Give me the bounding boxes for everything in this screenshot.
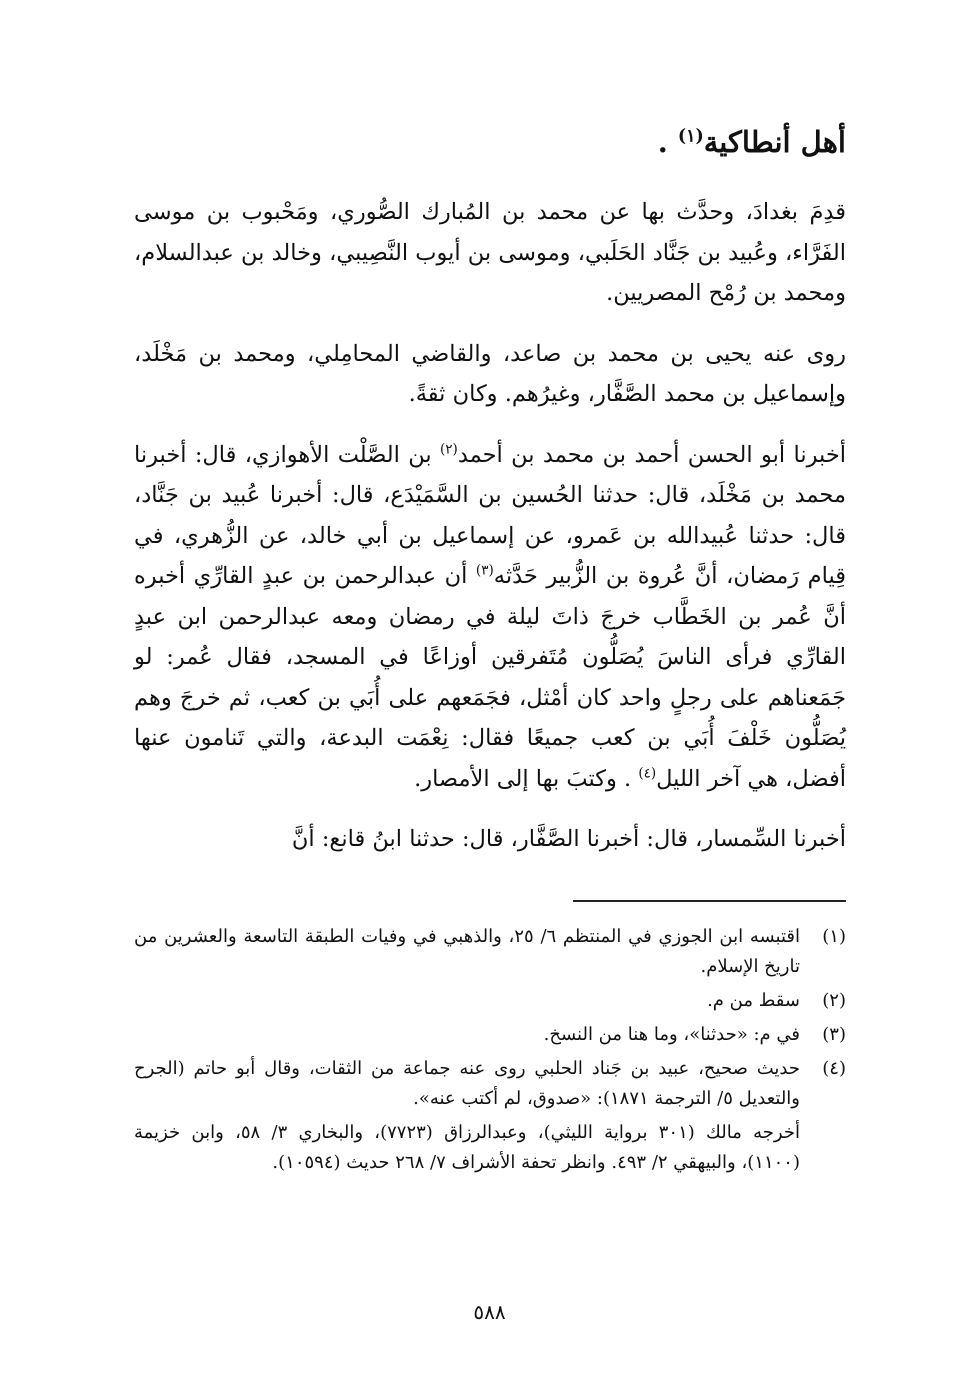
footnote-text: حديث صحيح، عبيد بن جَناد الحلبي روى عنه جماعة من الثقات، وقال أبو حاتم (الجرح والتعديل ٥/ الترجمة ١٨٧١): «صدوق، لم أكتب عنه».	[134, 1058, 800, 1109]
entry-heading	[146, 120, 846, 164]
paragraph-4: أخبرنا السِّمسار، قال: أخبرنا الصَّفَّار، قال: حدثنا ابنُ قانع: أنَّ	[291, 826, 846, 852]
paragraph-3-seg1: أخبرنا أبو الحسن أحمد بن محمد بن أحمد	[457, 441, 846, 468]
footnote-number: (٢)	[822, 990, 846, 1011]
footnote-4-continuation: أخرجه مالك (٣٠١ برواية الليثي)، وعبدالرزاق (٧٧٢٣)، والبخاري ٣/ ٥٨، وابن خزيمة (١١٠٠)، والبيهقي ٢/ ٤٩٣. وانظر تحفة الأشراف ٧/ ٢٦٨ حديث (١٠٥٩٤).	[134, 1122, 800, 1173]
heading-text: أهل أنطاكية	[703, 125, 846, 159]
footnote-number: (١)	[822, 926, 846, 947]
footnote-4	[134, 1054, 846, 1114]
paragraph-1: قدِمَ بغدادَ، وحدَّث بها عن محمد بن المُبارك الصُّوري، ومَحْبوب بن موسى الفَرَّاء، وعُبيد بن جَنَّاد الحَلَبي، وموسى بن أيوب النَّصِيبي، وخالد بن عبدالسلام، ومحمد بن رُمْح المصريين.	[134, 199, 847, 306]
paragraph-3	[134, 435, 846, 800]
footnote-ref-4[interactable]: (٤)	[638, 765, 657, 781]
footnotes	[134, 922, 846, 1178]
paragraph-2: روى عنه يحيى بن محمد بن صاعد، والقاضي المحامِلي، ومحمد بن مَخْلَد، وإسماعيل بن محمد الصَّفَّار، وغيرُهم. وكان ثقةً.	[134, 340, 846, 407]
footnote-text: اقتبسه ابن الجوزي في المنتظم ٦/ ٢٥، والذهبي في وفيات الطبقة التاسعة والعشرين من تاريخ الإسلام.	[134, 926, 800, 977]
page-number: ٥٨٨	[473, 1300, 506, 1324]
footnote-1	[134, 922, 846, 982]
footnote-ref-2[interactable]: (٢)	[439, 441, 458, 457]
footnote-separator	[573, 900, 846, 902]
footnote-3	[134, 1020, 846, 1050]
paragraph-3-seg4: . وكتبَ بها إلى الأمصار.	[414, 765, 639, 792]
footnote-number: (٤)	[822, 1058, 846, 1079]
footnote-text: سقط من م.	[707, 990, 800, 1011]
footnote-text: في م: «حدثنا»، وما هنا من النسخ.	[543, 1024, 800, 1045]
heading-trail: .	[657, 125, 678, 159]
footnote-2	[134, 986, 846, 1016]
footnote-ref-3[interactable]: (٣)	[475, 562, 494, 579]
main-text	[134, 192, 846, 860]
paragraph-3-seg3: أن عبدالرحمن بن عبدٍ القارِّي أخبره أنَّ عُمر بن الخَطَّاب خرجَ ذاتَ ليلة في رمضان ومعه عبدالرحمن ابن عبدٍ القارِّي فرأى الناسَ يُصَلُّون مُتَفرقين أوزاعًا في المسجد، فقال عُمر: لو جَمَعناهم على رجلٍ واحد كان أمْثل، فجَمَعهم على أُبَي بن كعب، ثم خرجَ وهم يُصَلُّون خَلْفَ أُبَي بن كعب جميعًا فقال: نِعْمَت البدعة، والتي تَنامون عنها أفضل، هي آخر الليل	[134, 563, 846, 792]
footnote-ref-1[interactable]: (١)	[677, 126, 704, 147]
paragraph-3-seg2: بن الصَّلْت الأهوازي، قال: أخبرنا محمد بن مَخْلَد، قال: حدثنا الحُسين بن السَّمَيْدَع، قال: أخبرنا عُبيد بن جَنَّاد، قال: حدثنا عُبيدالله بن عَمرو، عن إسماعيل بن أبي خالد، عن الزُّهري، في قِيام رَمضان، أنَّ عُروة بن الزُّبير حَدَّثه	[134, 441, 846, 589]
footnote-number: (٣)	[822, 1024, 846, 1045]
